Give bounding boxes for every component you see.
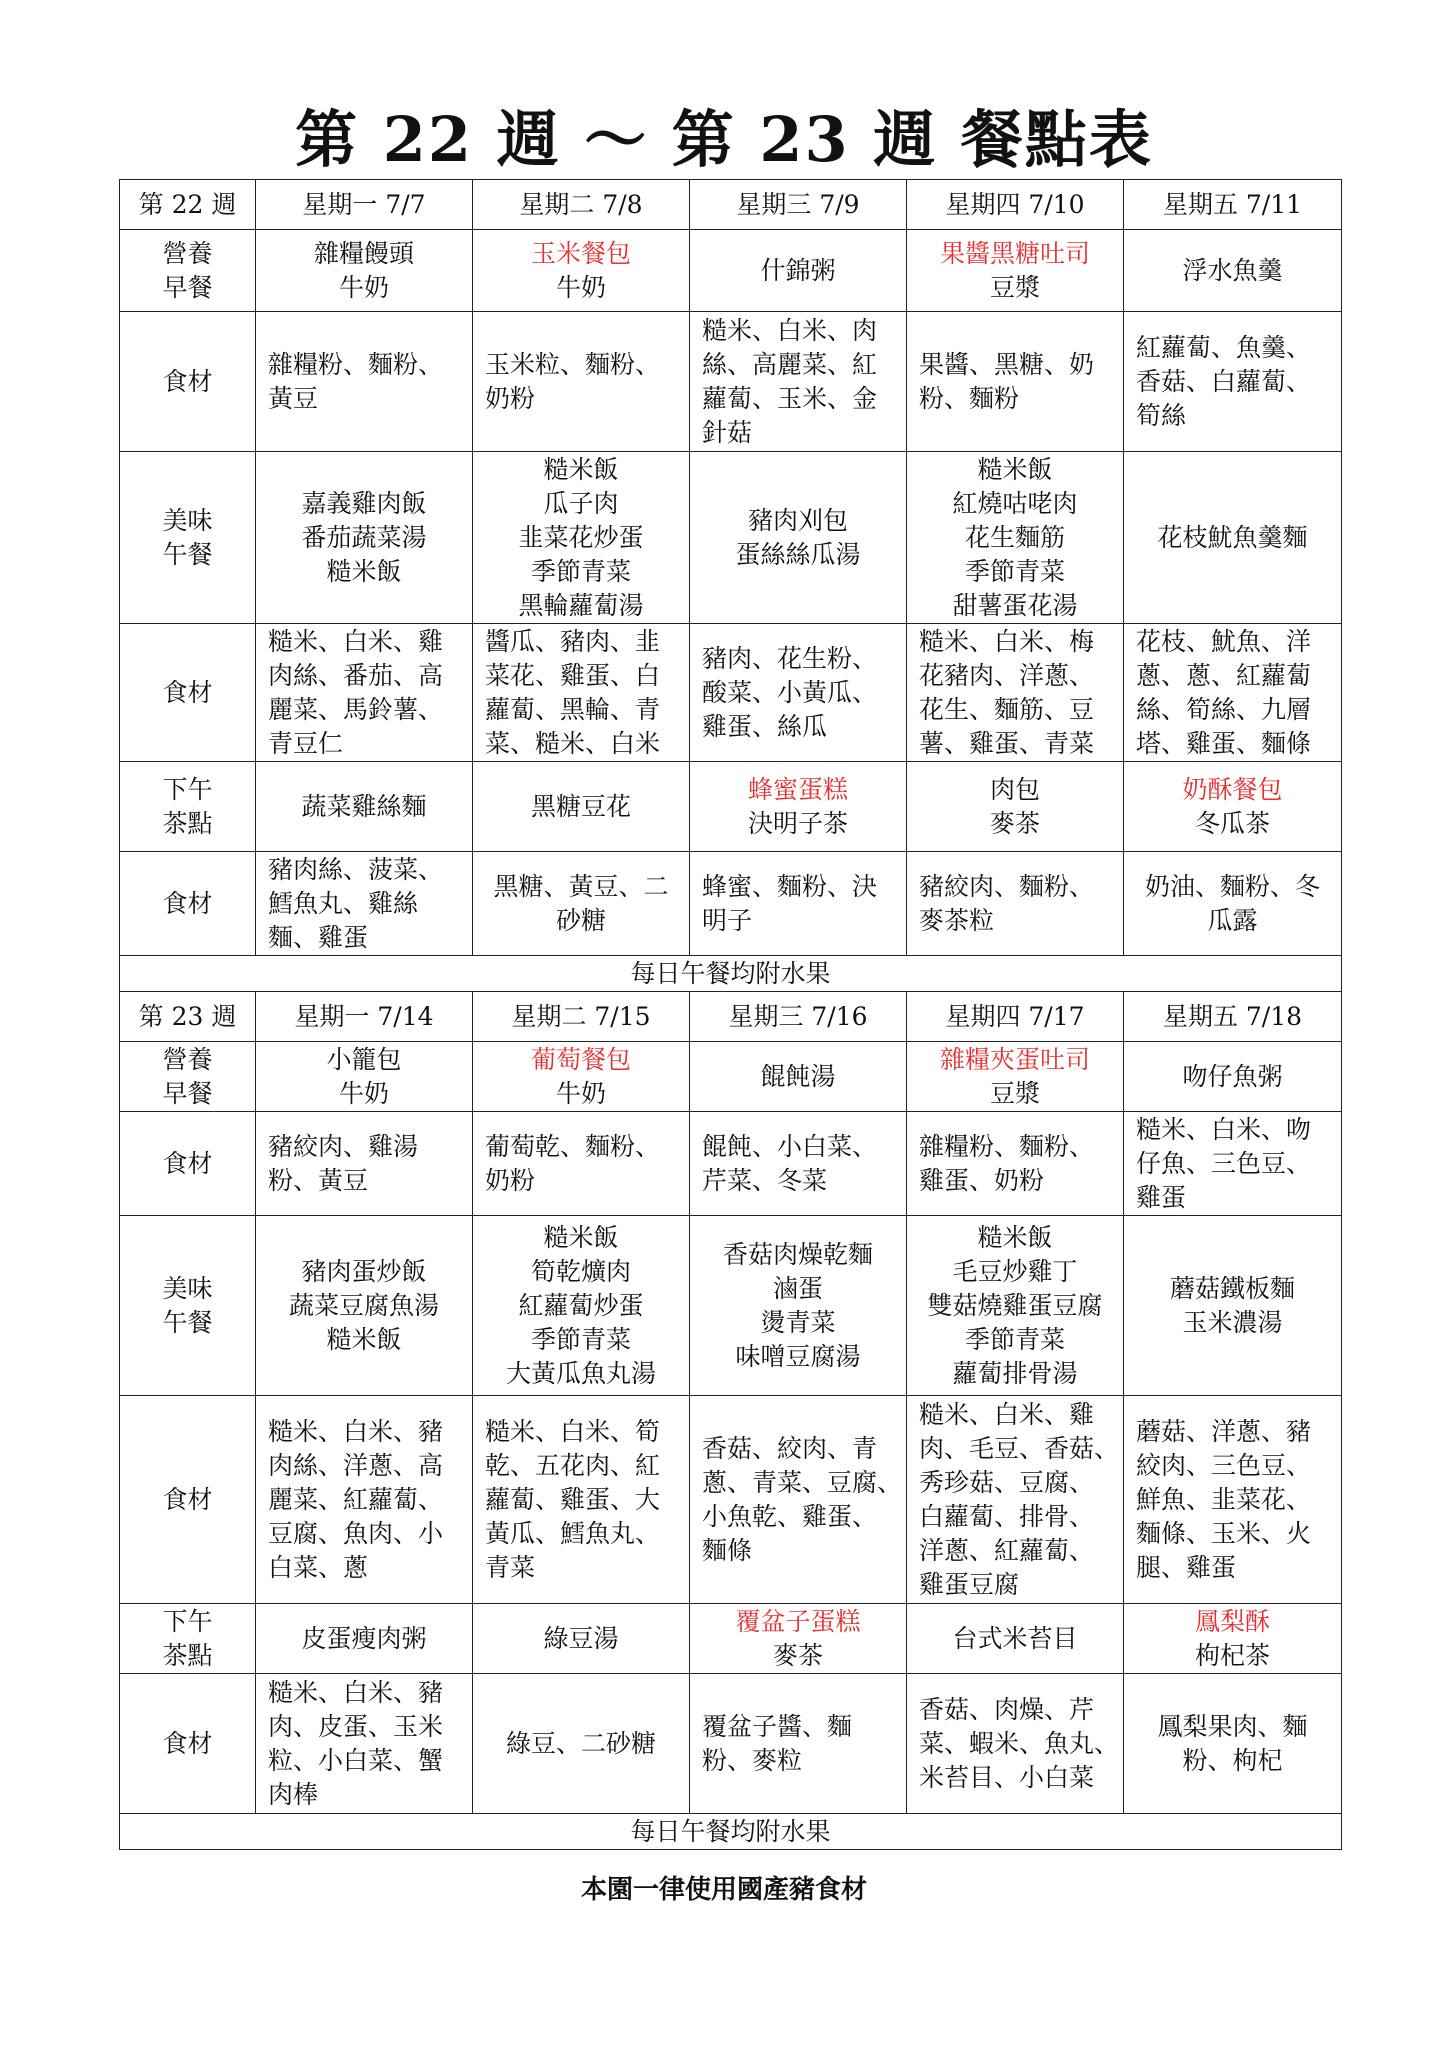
ingredient-line: 粉、麥粒 <box>702 1745 803 1775</box>
ingredients-cell <box>907 1674 1124 1814</box>
ingredient-line: 絞肉、三色豆、 <box>1136 1450 1312 1480</box>
menu-item: 花生麵筋 <box>964 522 1065 552</box>
menu-item: 糙米飯 <box>326 1324 402 1354</box>
day-header: 星期一 7/14 <box>256 992 473 1042</box>
menu-item: 決明子茶 <box>747 808 848 838</box>
menu-item: 紅燒咕咾肉 <box>952 488 1078 518</box>
row-label <box>120 1042 256 1112</box>
ingredients-cell <box>907 1396 1124 1604</box>
meal-cell <box>690 452 907 624</box>
ingredient-line: 麗菜、紅蘿蔔、 <box>268 1484 444 1514</box>
ingredients-row <box>120 852 1342 956</box>
row-label-line: 午餐 <box>162 1307 213 1337</box>
menu-item: 牛奶 <box>555 1078 606 1108</box>
ingredients-cell <box>473 624 690 762</box>
ingredient-line: 米苔目、小白菜 <box>919 1762 1095 1792</box>
menu-item: 糙米飯 <box>543 1222 619 1252</box>
meal-cell <box>256 1604 473 1674</box>
ingredient-line: 青豆仁 <box>268 728 344 758</box>
ingredients-row <box>120 624 1342 762</box>
menu-item: 吻仔魚粥 <box>1182 1061 1283 1091</box>
ingredient-line: 香菇、絞肉、青 <box>702 1433 878 1463</box>
menu-item: 雙菇燒雞蛋豆腐 <box>927 1290 1103 1320</box>
ingredients-cell <box>256 312 473 452</box>
ingredient-line: 綠豆、二砂糖 <box>505 1728 656 1758</box>
ingredient-line: 糙米、白米、雞 <box>919 1399 1095 1429</box>
ingredient-line: 果醬、黑糖、奶 <box>919 349 1095 379</box>
menu-item: 豬肉刈包 <box>747 505 848 535</box>
ingredient-line: 玉米粒、麵粉、 <box>485 349 661 379</box>
highlight-item: 果醬黑糖吐司 <box>939 238 1090 268</box>
meal-row <box>120 1042 1342 1112</box>
row-label <box>120 452 256 624</box>
ingredients-cell <box>690 312 907 452</box>
row-label-line: 食材 <box>162 677 213 707</box>
ingredients-cell <box>1124 1396 1342 1604</box>
menu-item: 皮蛋瘦肉粥 <box>301 1623 427 1653</box>
meal-cell <box>690 1042 907 1112</box>
menu-item: 豆漿 <box>989 272 1040 302</box>
ingredient-line: 絲、高麗菜、紅 <box>702 349 878 379</box>
meal-cell <box>473 230 690 312</box>
menu-item: 黑輪蘿蔔湯 <box>518 590 644 620</box>
ingredient-line: 葡萄乾、麵粉、 <box>485 1131 661 1161</box>
week-header-row <box>120 992 1342 1042</box>
ingredient-line: 雞蛋、絲瓜 <box>702 711 828 741</box>
meal-row <box>120 230 1342 312</box>
ingredients-cell <box>473 1674 690 1814</box>
ingredient-line: 塔、雞蛋、麵條 <box>1136 728 1312 758</box>
ingredient-line: 蘿蔔、玉米、金 <box>702 383 878 413</box>
fruit-note-row <box>120 956 1342 992</box>
ingredient-line: 肉絲、洋蔥、高 <box>268 1450 444 1480</box>
ingredient-line: 黃豆 <box>268 383 319 413</box>
ingredient-line: 粉、枸杞 <box>1182 1745 1283 1775</box>
ingredient-line: 香菇、肉燥、芹 <box>919 1694 1095 1724</box>
meal-cell <box>256 1042 473 1112</box>
ingredient-line: 糙米、白米、豬 <box>268 1677 444 1707</box>
menu-item: 枸杞茶 <box>1194 1640 1270 1670</box>
ingredients-cell <box>1124 312 1342 452</box>
menu-item: 綠豆湯 <box>543 1623 619 1653</box>
meal-cell <box>256 452 473 624</box>
ingredients-cell <box>907 852 1124 956</box>
day-header: 星期三 7/16 <box>690 992 907 1042</box>
highlight-item: 蜂蜜蛋糕 <box>747 774 848 804</box>
ingredient-line: 豬絞肉、麵粉、 <box>919 871 1095 901</box>
meal-cell <box>1124 1604 1342 1674</box>
ingredient-line: 糙米、白米、筍 <box>485 1416 661 1446</box>
meal-cell <box>1124 762 1342 852</box>
meal-cell <box>907 762 1124 852</box>
ingredient-line: 針菇 <box>702 417 753 447</box>
row-label <box>120 312 256 452</box>
ingredients-cell <box>1124 624 1342 762</box>
menu-item: 蘑菇鐵板麵 <box>1169 1273 1295 1303</box>
menu-item: 味噌豆腐湯 <box>735 1341 861 1371</box>
menu-item: 番茄蔬菜湯 <box>301 522 427 552</box>
ingredients-cell <box>690 1674 907 1814</box>
ingredient-line: 醬瓜、豬肉、韭 <box>485 626 661 656</box>
menu-item: 季節青菜 <box>530 556 631 586</box>
ingredients-cell <box>907 1112 1124 1216</box>
row-label-line: 營養 <box>162 238 213 268</box>
ingredient-line: 豬肉絲、菠菜、 <box>268 854 444 884</box>
highlight-item: 葡萄餐包 <box>530 1044 631 1074</box>
ingredient-line: 蔥、蔥、紅蘿蔔 <box>1136 660 1312 690</box>
meal-cell <box>907 1216 1124 1396</box>
menu-item: 紅蘿蔔炒蛋 <box>518 1290 644 1320</box>
ingredient-line: 糙米、白米、豬 <box>268 1416 444 1446</box>
ingredient-line: 洋蔥、紅蘿蔔、 <box>919 1535 1095 1565</box>
menu-item: 浮水魚羹 <box>1182 255 1283 285</box>
menu-item: 瓜子肉 <box>543 488 619 518</box>
menu-item: 玉米濃湯 <box>1182 1307 1283 1337</box>
ingredient-line: 白蘿蔔、排骨、 <box>919 1501 1095 1531</box>
ingredients-cell <box>473 1112 690 1216</box>
highlight-item: 鳳梨酥 <box>1194 1606 1270 1636</box>
ingredient-line: 紅蘿蔔、魚羹、 <box>1136 332 1312 362</box>
day-header: 星期四 7/10 <box>907 180 1124 230</box>
row-label-line: 早餐 <box>162 272 213 302</box>
ingredient-line: 蘿蔔、雞蛋、大 <box>485 1484 661 1514</box>
ingredient-line: 蜂蜜、麵粉、決 <box>702 871 878 901</box>
ingredients-cell <box>690 852 907 956</box>
ingredient-line: 酸菜、小黃瓜、 <box>702 677 878 707</box>
meal-cell <box>690 230 907 312</box>
meal-row <box>120 452 1342 624</box>
row-label <box>120 1604 256 1674</box>
day-header: 星期二 7/8 <box>473 180 690 230</box>
row-label-line: 食材 <box>162 1148 213 1178</box>
menu-item: 毛豆炒雞丁 <box>952 1256 1078 1286</box>
menu-item: 甜薯蛋花湯 <box>952 590 1078 620</box>
row-label <box>120 1674 256 1814</box>
row-label <box>120 852 256 956</box>
fruit-note-row <box>120 1814 1342 1850</box>
ingredients-cell <box>256 1396 473 1604</box>
ingredient-line: 白菜、蔥 <box>268 1552 369 1582</box>
ingredients-row <box>120 312 1342 452</box>
ingredients-cell <box>690 624 907 762</box>
ingredient-line: 菜、蝦米、魚丸、 <box>919 1728 1120 1758</box>
row-label <box>120 1216 256 1396</box>
ingredient-line: 筍絲 <box>1136 400 1187 430</box>
ingredient-line: 餛飩、小白菜、 <box>702 1131 878 1161</box>
meal-cell <box>907 452 1124 624</box>
ingredient-line: 雞蛋豆腐 <box>919 1569 1020 1599</box>
ingredient-line: 雞蛋 <box>1136 1182 1187 1212</box>
ingredients-row <box>120 1674 1342 1814</box>
menu-item: 季節青菜 <box>964 556 1065 586</box>
menu-item: 嘉義雞肉飯 <box>301 488 427 518</box>
ingredient-line: 鱈魚丸、雞絲 <box>268 888 419 918</box>
ingredient-line: 奶油、麵粉、冬 <box>1144 871 1320 901</box>
menu-item: 什錦粥 <box>760 255 836 285</box>
ingredients-cell <box>1124 1674 1342 1814</box>
day-header: 星期四 7/17 <box>907 992 1124 1042</box>
ingredient-line: 黑糖、黃豆、二 <box>493 871 669 901</box>
row-label-line: 下午 <box>162 774 213 804</box>
menu-item: 韭菜花炒蛋 <box>518 522 644 552</box>
meal-cell <box>1124 452 1342 624</box>
row-label-line: 食材 <box>162 366 213 396</box>
row-label-line: 食材 <box>162 888 213 918</box>
ingredient-line: 乾、五花肉、紅 <box>485 1450 661 1480</box>
ingredients-cell <box>907 312 1124 452</box>
row-label-line: 茶點 <box>162 808 213 838</box>
ingredient-line: 肉、皮蛋、玉米 <box>268 1711 444 1741</box>
ingredient-line: 雜糧粉、麵粉、 <box>268 349 444 379</box>
ingredient-line: 小魚乾、雞蛋、 <box>702 1501 878 1531</box>
menu-item: 小籠包 <box>326 1044 402 1074</box>
ingredient-line: 覆盆子醬、麵 <box>702 1711 853 1741</box>
day-header: 星期五 7/11 <box>1124 180 1342 230</box>
ingredients-cell <box>473 312 690 452</box>
ingredient-line: 肉、毛豆、香菇、 <box>919 1433 1120 1463</box>
meal-cell <box>473 762 690 852</box>
day-header: 星期二 7/15 <box>473 992 690 1042</box>
menu-item: 燙青菜 <box>760 1307 836 1337</box>
meal-cell <box>256 762 473 852</box>
ingredient-line: 鮮魚、韭菜花、 <box>1136 1484 1312 1514</box>
meal-cell <box>690 1604 907 1674</box>
ingredient-line: 明子 <box>702 905 753 935</box>
meal-row <box>120 1216 1342 1396</box>
ingredient-line: 麵、雞蛋 <box>268 922 369 952</box>
ingredient-line: 香菇、白蘿蔔、 <box>1136 366 1312 396</box>
fruit-note: 每日午餐均附水果 <box>120 1814 1342 1850</box>
ingredients-cell <box>473 852 690 956</box>
ingredient-line: 糙米、白米、雞 <box>268 626 444 656</box>
ingredient-line: 腿、雞蛋 <box>1136 1552 1237 1582</box>
ingredient-line: 花豬肉、洋蔥、 <box>919 660 1095 690</box>
ingredient-line: 糙米、白米、肉 <box>702 315 878 345</box>
ingredient-line: 麗菜、馬鈴薯、 <box>268 694 444 724</box>
ingredient-line: 麵條 <box>702 1535 753 1565</box>
menu-item: 餛飩湯 <box>760 1061 836 1091</box>
ingredient-line: 雞蛋、奶粉 <box>919 1165 1045 1195</box>
meal-cell <box>256 230 473 312</box>
week-header-row <box>120 180 1342 230</box>
row-label-line: 早餐 <box>162 1078 213 1108</box>
meal-cell <box>473 452 690 624</box>
row-label-line: 營養 <box>162 1044 213 1074</box>
menu-item: 季節青菜 <box>530 1324 631 1354</box>
ingredient-line: 豆腐、魚肉、小 <box>268 1518 444 1548</box>
page-title: 第 22 週 ～ 第 23 週 餐點表 <box>295 103 1153 176</box>
row-label-line: 午餐 <box>162 539 213 569</box>
ingredient-line: 粉、黃豆 <box>268 1165 369 1195</box>
ingredient-line: 糙米、白米、梅 <box>919 626 1095 656</box>
meal-cell <box>1124 230 1342 312</box>
ingredient-line: 薯、雞蛋、青菜 <box>919 728 1095 758</box>
row-label <box>120 230 256 312</box>
meal-cell <box>907 230 1124 312</box>
row-label-line: 食材 <box>162 1484 213 1514</box>
ingredient-line: 麥茶粒 <box>919 905 995 935</box>
meal-cell <box>473 1216 690 1396</box>
ingredients-cell <box>1124 852 1342 956</box>
ingredient-line: 芹菜、冬菜 <box>702 1165 828 1195</box>
row-label <box>120 1112 256 1216</box>
ingredient-line: 糙米、白米、吻 <box>1136 1114 1312 1144</box>
menu-item: 肉包 <box>989 774 1040 804</box>
menu-item: 麥茶 <box>772 1640 823 1670</box>
ingredient-line: 粉、麵粉 <box>919 383 1020 413</box>
ingredient-line: 麵條、玉米、火 <box>1136 1518 1312 1548</box>
meal-cell <box>1124 1216 1342 1396</box>
ingredient-line: 青菜 <box>485 1552 536 1582</box>
row-label-line: 下午 <box>162 1606 213 1636</box>
menu-item: 滷蛋 <box>772 1273 823 1303</box>
menu-item: 冬瓜茶 <box>1194 808 1270 838</box>
meal-cell <box>473 1604 690 1674</box>
meal-cell <box>473 1042 690 1112</box>
row-label <box>120 624 256 762</box>
ingredients-cell <box>473 1396 690 1604</box>
menu-item: 蔬菜豆腐魚湯 <box>288 1290 439 1320</box>
ingredient-line: 瓜露 <box>1207 905 1258 935</box>
ingredient-line: 絲、筍絲、九層 <box>1136 694 1312 724</box>
ingredient-line: 花生、麵筋、豆 <box>919 694 1095 724</box>
menu-item: 糙米飯 <box>977 1222 1053 1252</box>
ingredient-line: 粒、小白菜、蟹 <box>268 1745 444 1775</box>
ingredients-cell <box>690 1396 907 1604</box>
meal-cell <box>907 1042 1124 1112</box>
highlight-item: 奶酥餐包 <box>1182 774 1283 804</box>
ingredient-line: 鳳梨果肉、麵 <box>1157 1711 1308 1741</box>
highlight-item: 玉米餐包 <box>530 238 631 268</box>
menu-item: 大黃瓜魚丸湯 <box>505 1358 656 1388</box>
menu-item: 花枝魷魚羹麵 <box>1157 522 1308 552</box>
ingredient-line: 菜花、雞蛋、白 <box>485 660 661 690</box>
menu-item: 筍乾爌肉 <box>530 1256 631 1286</box>
meal-cell <box>1124 1042 1342 1112</box>
menu-item: 季節青菜 <box>964 1324 1065 1354</box>
ingredient-line: 豬肉、花生粉、 <box>702 643 878 673</box>
menu-item: 雜糧饅頭 <box>313 238 414 268</box>
ingredient-line: 黃瓜、鱈魚丸、 <box>485 1518 661 1548</box>
meal-row <box>120 1604 1342 1674</box>
ingredient-line: 秀珍菇、豆腐、 <box>919 1467 1095 1497</box>
ingredient-line: 蘿蔔、黑輪、青 <box>485 694 661 724</box>
ingredients-row <box>120 1112 1342 1216</box>
menu-item: 豆漿 <box>989 1078 1040 1108</box>
meal-cell <box>690 762 907 852</box>
menu-item: 糙米飯 <box>543 454 619 484</box>
ingredients-cell <box>256 852 473 956</box>
menu-item: 香菇肉燥乾麵 <box>722 1239 873 1269</box>
ingredients-cell <box>690 1112 907 1216</box>
day-header: 星期三 7/9 <box>690 180 907 230</box>
ingredient-line: 仔魚、三色豆、 <box>1136 1148 1312 1178</box>
ingredients-cell <box>1124 1112 1342 1216</box>
menu-table <box>119 179 1342 1850</box>
menu-item: 牛奶 <box>338 272 389 302</box>
row-label-line: 美味 <box>162 505 213 535</box>
row-label-line: 茶點 <box>162 1640 213 1670</box>
day-header: 星期一 7/7 <box>256 180 473 230</box>
row-label-line: 美味 <box>162 1273 213 1303</box>
menu-item: 蔬菜雞絲麵 <box>301 791 427 821</box>
ingredient-line: 花枝、魷魚、洋 <box>1136 626 1312 656</box>
menu-item: 蘿蔔排骨湯 <box>952 1358 1078 1388</box>
ingredient-line: 肉棒 <box>268 1779 319 1809</box>
meal-cell <box>690 1216 907 1396</box>
menu-item: 黑糖豆花 <box>530 791 631 821</box>
ingredients-cell <box>256 1674 473 1814</box>
ingredient-line: 砂糖 <box>555 905 606 935</box>
highlight-item: 覆盆子蛋糕 <box>735 1606 861 1636</box>
ingredients-row <box>120 1396 1342 1604</box>
meal-cell <box>907 1604 1124 1674</box>
week-label: 第 23 週 <box>120 992 256 1042</box>
ingredient-line: 奶粉 <box>485 383 536 413</box>
menu-item: 牛奶 <box>555 272 606 302</box>
highlight-item: 雜糧夾蛋吐司 <box>939 1044 1090 1074</box>
menu-item: 蛋絲絲瓜湯 <box>735 539 861 569</box>
ingredient-line: 雜糧粉、麵粉、 <box>919 1131 1095 1161</box>
fruit-note: 每日午餐均附水果 <box>120 956 1342 992</box>
day-header: 星期五 7/18 <box>1124 992 1342 1042</box>
week-label: 第 22 週 <box>120 180 256 230</box>
menu-item: 牛奶 <box>338 1078 389 1108</box>
ingredients-cell <box>256 624 473 762</box>
menu-item: 麥茶 <box>989 808 1040 838</box>
row-label <box>120 1396 256 1604</box>
row-label <box>120 762 256 852</box>
meal-row <box>120 762 1342 852</box>
ingredient-line: 蔥、青菜、豆腐、 <box>702 1467 903 1497</box>
ingredients-cell <box>907 624 1124 762</box>
ingredient-line: 肉絲、番茄、高 <box>268 660 444 690</box>
menu-item: 糙米飯 <box>977 454 1053 484</box>
ingredient-line: 菜、糙米、白米 <box>485 728 661 758</box>
ingredient-line: 蘑菇、洋蔥、豬 <box>1136 1416 1312 1446</box>
menu-item: 糙米飯 <box>326 556 402 586</box>
menu-item: 豬肉蛋炒飯 <box>301 1256 427 1286</box>
menu-item: 台式米苔目 <box>952 1623 1078 1653</box>
meal-cell <box>256 1216 473 1396</box>
footer-note: 本園一律使用國產豬食材 <box>580 1875 867 1905</box>
ingredient-line: 奶粉 <box>485 1165 536 1195</box>
row-label-line: 食材 <box>162 1728 213 1758</box>
ingredients-cell <box>256 1112 473 1216</box>
ingredient-line: 豬絞肉、雞湯 <box>268 1131 419 1161</box>
